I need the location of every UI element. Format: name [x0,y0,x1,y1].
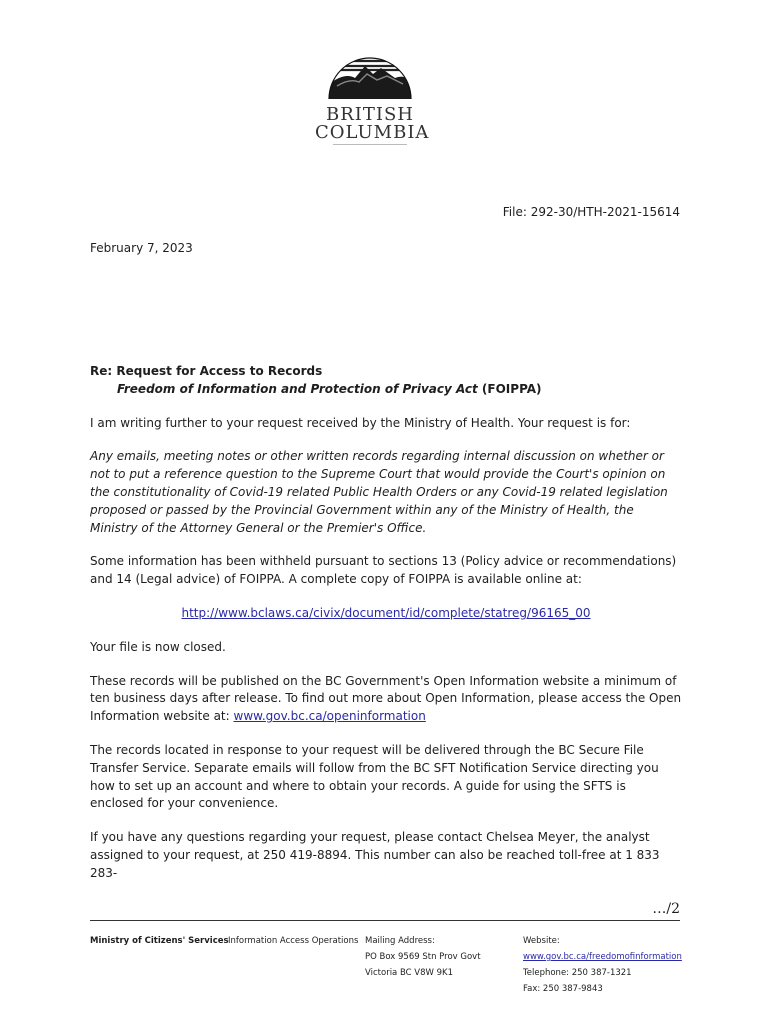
footer-mailing-address [365,933,481,981]
open-information-paragraph [90,673,682,726]
withheld-paragraph: Some information has been withheld pursuant to sections 13 (Policy advice or recommendations) and 14 (Legal advice) of FOIPPA. A complete copy of FOIPPA is available online at: [90,554,677,587]
act-abbreviation: (FOIPPA) [477,381,542,396]
foippa-link[interactable]: http://www.bclaws.ca/civix/document/id/complete/statreg/96165_00 [181,605,591,620]
footer-ministry: Ministry of Citizens' Services [90,936,229,946]
website-label: Website: [523,936,560,946]
contact-paragraph: If you have any questions regarding your request, please contact Chelsea Meyer, the analyst assigned to your request, at 250 419-8894. This number can also be reached toll-free at 1 833 283- [90,830,660,880]
subject-line [90,363,682,381]
intro-paragraph: I am writing further to your request received by the Ministry of Health. Your request is for: [90,415,631,430]
fax: Fax: 250 387-9843 [523,984,603,994]
letter-body [90,363,682,899]
open-information-text: These records will be published on the BC Government's Open Information website a minimum of ten business days after release. To find out more about Open Information, please access the Open Information website at: [90,673,682,724]
footer-divider [90,920,680,921]
mailing-label: Mailing Address: [365,936,435,946]
subject-act [90,381,682,399]
logo-text-columbia: COLUMBIA [315,122,430,143]
website-link[interactable]: www.gov.bc.ca/freedomofinformation [523,952,682,962]
bc-sun-mountain-icon [315,44,425,104]
bc-logo [315,44,430,148]
subject-label: Re: Request for Access to Records [90,364,323,378]
page-continuation-marker: …/2 [652,901,680,917]
act-name: Freedom of Information and Protection of Privacy Act [117,381,478,396]
sfts-paragraph: The records located in response to your request will be delivered through the BC Secure File Transfer Service. Separate emails will follow from the BC SFT Notification Service directing you how to set up an account and where to obtain your records. A guide for using the SFTS is enclosed for your convenience. [90,742,659,811]
mailing-line-1: PO Box 9569 Stn Prov Govt [365,952,481,962]
request-text: Any emails, meeting notes or other written records regarding internal discussion on whether or not to put a reference question to the Supreme Court that would provide the Court's opinion on the constitutionality of Covid-19 related Public Health Orders or any Covid-19 related legislation proposed or passed by the Provincial Government within any of the Ministry of Health, the Ministry of the Attorney General or the Premier's Office. [90,449,668,535]
open-information-link[interactable]: www.gov.bc.ca/openinformation [233,709,426,724]
footer-branch: Information Access Operations [228,936,359,946]
closed-paragraph: Your file is now closed. [90,639,226,654]
footer-contact [523,933,682,997]
logo-divider [333,144,407,145]
file-reference: File: 292-30/HTH-2021-15614 [502,205,680,219]
letter-date: February 7, 2023 [90,241,193,255]
logo-text-british: BRITISH [325,104,415,125]
telephone: Telephone: 250 387-1321 [523,968,632,978]
mailing-line-2: Victoria BC V8W 9K1 [365,968,454,978]
